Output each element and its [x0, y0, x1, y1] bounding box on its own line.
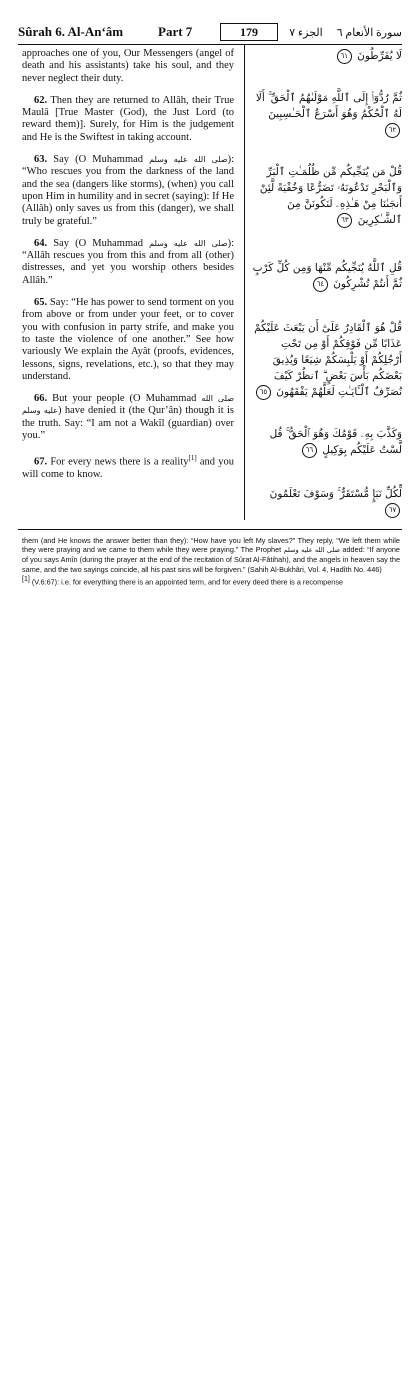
arabic-verse-67 — [250, 486, 402, 518]
footnote-text: added: “If anyone of you says Amîn (during the prayer at the end of the recitation of Sûrat Al-Fâtihah), and the angels in heaven say the same, and the two sayings coincide, all his past sins will be forgiven.” (Sahih Al-Bukhâri, Vol. 4, Hadîth No. 446) — [22, 545, 400, 574]
verse-text: ): “Allâh rescues you from this and from all (other) distresses, and yet you worship others besides Allâh.” — [22, 237, 235, 286]
verse-end-marker: ٦٥ — [256, 385, 271, 400]
verse-text-pre: Say (O Muhammad — [53, 237, 144, 249]
verse-number: 67. — [34, 456, 48, 468]
footnote-rule — [18, 529, 402, 530]
column-divider — [244, 44, 245, 520]
verse-end-marker: ٦٧ — [385, 503, 400, 518]
footnote-ref[interactable]: [1] — [188, 454, 197, 463]
verse-number: 66. — [34, 393, 48, 405]
surah-title: Sûrah 6. Al-An‘âm — [18, 24, 124, 39]
verse-number: 65. — [34, 297, 48, 309]
verse-61-continuation — [22, 48, 234, 85]
page-header — [18, 22, 402, 42]
verse-end-marker: ٦٤ — [313, 277, 328, 292]
verse-text: ) have denied it (the Qur’ân) though it is the truth. Say: “I am not a Wakîl (guardian) over you.” — [22, 405, 234, 442]
arabic-verse-64 — [250, 260, 402, 292]
verse-text: ): “Who rescues you from the darkness of the land and the sea (dangers like storms), (when) you call upon Him in humility and in secret (saying): If He (Allâh) only saves us from this (danger), we shall truly be grateful.” — [22, 154, 235, 227]
verse-66 — [22, 393, 234, 442]
verse-text: For every news there is a reality — [50, 456, 189, 468]
translation-column — [22, 48, 234, 491]
arabic-text: لِّكُلِّ نَبَإٍ مُّسْتَقَرٌّ ۚ وَسَوْفَ تَعْلَمُونَ — [269, 488, 402, 500]
arabic-verse-61 — [250, 48, 402, 64]
arabic-text: قُلْ هُوَ ٱلْقَادِرُ عَلَىٰٓ أَن يَبْعَثَ عَلَيْكُمْ عَذَابًا مِّن فَوْقِكُمْ أَوْ مِن تَحْتِ أَرْجُلِكُمْ أَوْ يَلْبِسَكُمْ شِيَعًا وَيُذِيقَ بَعْضَكُم بَأْسَ بَعْضٍ ۗ ٱنظُرْ كَيْفَ نُصَرِّفُ ٱلْـَٔايَـٰتِ لَعَلَّهُمْ يَفْقَهُونَ — [254, 322, 402, 398]
honorific: صلى الله عليه وسلم — [22, 394, 235, 416]
honorific: صلى الله عليه وسلم — [149, 238, 228, 248]
honorific: صلى الله عليه وسلم — [283, 546, 341, 555]
verse-end-marker: ٦٦ — [302, 443, 317, 458]
verse-67 — [22, 452, 234, 481]
arabic-verse-62 — [250, 90, 402, 138]
verse-63 — [22, 154, 234, 228]
arabic-text: قُلِ ٱللَّهُ يُنَجِّيكُم مِّنْهَا وَمِن كُلِّ كَرْبٍ ثُمَّ أَنتُمْ تُشْرِكُونَ — [252, 262, 402, 290]
verse-text: Then they are returned to Allâh, their True Maulâ [True Master (God), the Just Lord (to reward them)]. Surely, for Him is the judgement and He is the Swiftest in taking account. — [22, 94, 235, 143]
arabic-text: ثُمَّ رُدُّوٓا۟ إِلَى ٱللَّهِ مَوْلَىٰهُمُ ٱلْحَقِّ ۚ أَلَا لَهُ ٱلْحُكْمُ وَهُوَ أَسْرَعُ ٱلْحَـٰسِبِينَ — [255, 92, 402, 120]
verse-number: 62. — [34, 94, 48, 106]
arabic-verse-63 — [250, 164, 402, 228]
footnote-text: them (and He knows the answer better than they): “How have you left My slaves?” They reply, “We left them while they were praying and we came to them while they were praying.” The Prophet — [22, 536, 400, 555]
footnote-mark: [1] — [22, 575, 30, 583]
verse-text: approaches one of you, Our Messengers (angel of death and his assistants) take his soul, and they never neglect their duty. — [22, 48, 234, 84]
verse-text: Say: “He has power to send torment on you from above or from under your feet, or to cover you with confusion in party strife, and make you to taste the violence of one another.” See how variously We explain the Ayât (proofs, evidences, lessons, signs, revelations, etc.), so that they may understand. — [22, 297, 234, 382]
verse-64 — [22, 238, 234, 287]
footnotes — [22, 536, 400, 587]
verse-end-marker: ٦١ — [337, 49, 352, 64]
surah-title-arabic: سورة الأنعام ٦ — [336, 26, 402, 39]
arabic-text: قُلْ مَن يُنَجِّيكُم مِّن ظُلُمَـٰتِ ٱلْبَرِّ وَٱلْبَحْرِ تَدْعُونَهُۥ تَضَرُّعًا وَخُفْيَةً لَّئِنْ أَنجَىٰنَا مِنْ هَـٰذِهِۦ لَنَكُونَنَّ مِنَ ٱلشَّـٰكِرِينَ — [259, 166, 402, 226]
verse-text-pre: Say (O Muhammad — [53, 154, 144, 166]
verse-text-2: and you will come to know. — [22, 456, 234, 481]
arabic-text: لَا يُفَرِّطُونَ — [357, 50, 402, 62]
verse-end-marker: ٦٢ — [385, 123, 400, 138]
part-label: Part 7 — [158, 24, 193, 39]
verse-62 — [22, 95, 234, 144]
verse-65 — [22, 297, 234, 383]
arabic-verse-65 — [250, 320, 402, 400]
verse-text-pre: But your people (O Muhammad — [52, 393, 197, 405]
verse-number: 63. — [34, 154, 48, 166]
header-rule — [18, 44, 402, 45]
page-number-box: 179 — [220, 23, 278, 41]
footnote-continuation — [22, 536, 400, 574]
juz-arabic: الجزء ٧ — [289, 26, 323, 39]
footnote-text: (V.6:67): i.e. for everything there is an appointed term, and for every deed there is a recompense — [31, 577, 344, 587]
footnote-1 — [22, 575, 400, 587]
arabic-verse-66 — [250, 426, 402, 458]
verse-end-marker: ٦٣ — [337, 213, 352, 228]
arabic-text: وَكَذَّبَ بِهِۦ قَوْمُكَ وَهُوَ ٱلْحَقُّ ۚ قُل لَّسْتُ عَلَيْكُم بِوَكِيلٍ — [269, 428, 402, 456]
verse-number: 64. — [34, 237, 48, 249]
honorific: صلى الله عليه وسلم — [149, 155, 228, 165]
